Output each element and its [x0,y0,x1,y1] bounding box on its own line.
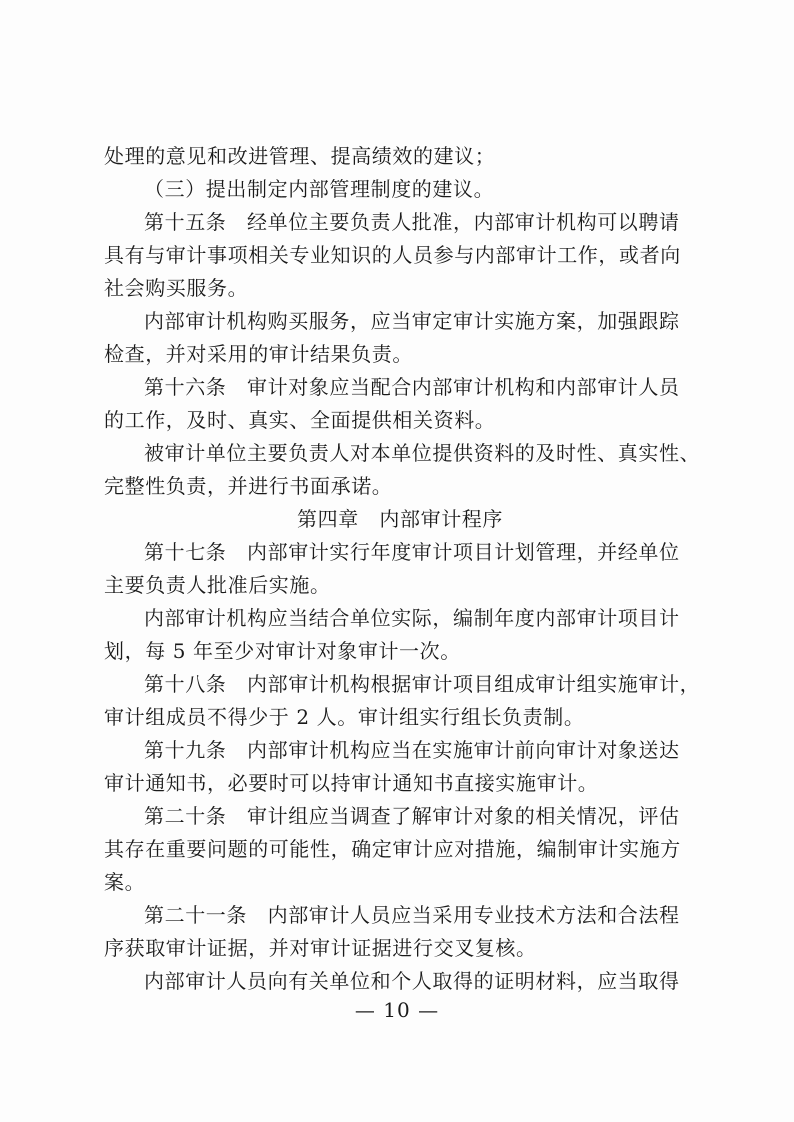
text-line: 社会购买服务。 [104,276,249,300]
text-line: 具有与审计事项相关专业知识的人员参与内部审计工作，或者向 [104,243,681,267]
text-line: 处理的意见和改进管理、提高绩效的建议； [104,144,496,168]
text-line: 划，每 5 年至少对审计对象审计一次。 [104,639,461,663]
text-line: 第十七条 内部审计实行年度审计项目计划管理，并经单位 [144,540,680,564]
document-body [104,140,701,998]
text-line: 主要负责人批准后实施。 [104,573,331,597]
text-line: 内部审计机构应当结合单位实际，编制年度内部审计项目计 [144,606,680,630]
text-line: 检查，并对采用的审计结果负责。 [104,342,413,366]
text-line: 审计通知书，必要时可以持审计通知书直接实施审计。 [104,771,599,795]
text-line: 第二十一条 内部审计人员应当采用专业技术方法和合法程 [144,903,680,927]
text-line: 审计组成员不得少于 2 人。审计组实行组长负责制。 [104,705,585,729]
text-line: 被审计单位主要负责人对本单位提供资料的及时性、真实性、 [144,441,701,465]
text-line: 内部审计人员向有关单位和个人取得的证明材料，应当取得 [144,969,680,993]
text-line: 第十九条 内部审计机构应当在实施审计前向审计对象送达 [144,738,680,762]
text-line: 第十八条 内部审计机构根据审计项目组成审计组实施审计， [144,672,701,696]
text-line: 第二十条 审计组应当调查了解审计对象的相关情况，评估 [144,804,680,828]
text-line: 第十六条 审计对象应当配合内部审计机构和内部审计人员 [144,375,680,399]
text-line: 案。 [104,870,146,894]
text-line: 内部审计机构购买服务，应当审定审计实施方案，加强跟踪 [144,309,680,333]
text-line: 序获取审计证据，并对审计证据进行交叉复核。 [104,936,537,960]
text-line: 完整性负责，并进行书面承诺。 [104,474,393,498]
page-number: — 10 — [354,998,440,1022]
text-line: 第十五条 经单位主要负责人批准，内部审计机构可以聘请 [144,210,680,234]
text-line: 其存在重要问题的可能性，确定审计应对措施，编制审计实施方 [104,837,681,861]
text-line: （三）提出制定内部管理制度的建议。 [144,177,495,201]
text-line: 的工作，及时、真实、全面提供相关资料。 [104,408,496,432]
chapter-heading: 第四章 内部审计程序 [297,507,503,531]
